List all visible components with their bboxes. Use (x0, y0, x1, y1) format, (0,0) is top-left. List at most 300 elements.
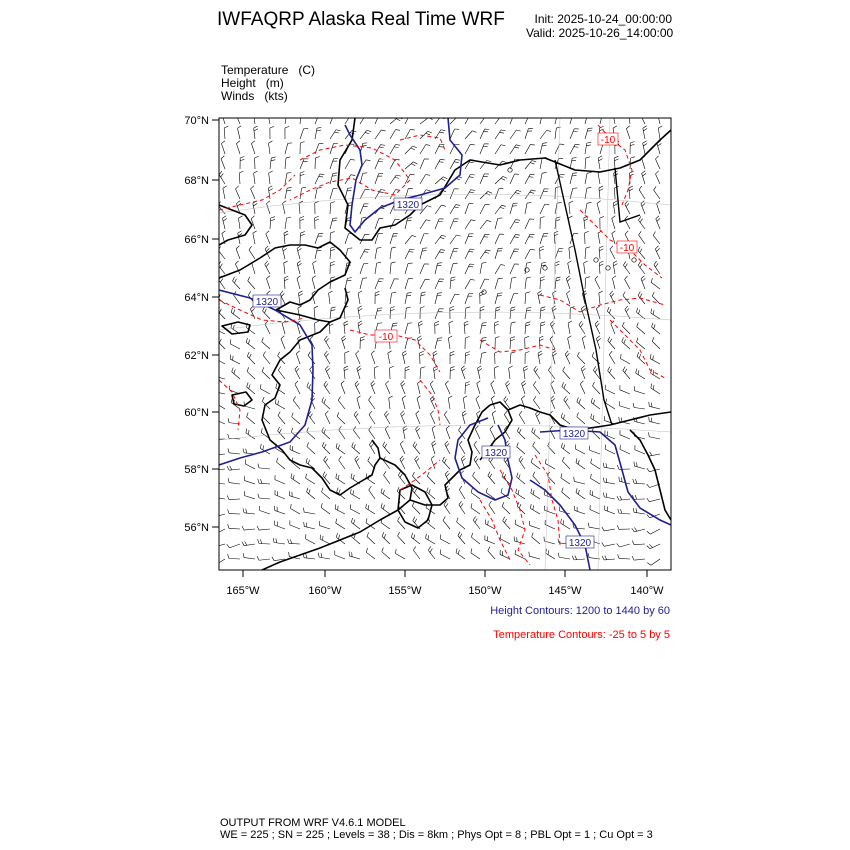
wind-barb-shaft (298, 308, 300, 319)
wind-barb-shaft (450, 129, 455, 139)
wind-barb-feather (247, 352, 249, 356)
wind-barb-feather (625, 369, 627, 373)
height-label-2 (253, 295, 281, 308)
wind-barb-feather (391, 307, 395, 308)
wind-barb-shaft (510, 308, 511, 319)
wind-barb-shaft (525, 308, 527, 319)
wind-barbs (212, 111, 662, 566)
wind-barb-feather (476, 396, 479, 399)
wind-barb-feather (629, 186, 633, 188)
wind-barb-shaft (435, 279, 439, 289)
wind-barb-shaft (290, 449, 300, 454)
wind-barb-shaft (562, 492, 570, 499)
wind-barb-feather (625, 201, 628, 204)
wind-barb-shaft (330, 114, 334, 124)
wind-barb-shaft (251, 189, 255, 199)
wind-barb-feather (415, 489, 417, 493)
wind-barb-shaft (534, 370, 540, 379)
wind-barb-shaft (591, 402, 600, 409)
wind-barb-feather (257, 556, 259, 560)
wind-barb-feather (440, 534, 441, 538)
wind-barb-shaft (540, 204, 545, 214)
wind-barb-feather (593, 366, 595, 370)
wind-barb-shaft (515, 554, 525, 559)
svg-text:1320: 1320 (562, 429, 586, 440)
wind-barb-feather (398, 532, 400, 536)
wind-barb-feather (465, 337, 469, 338)
wind-barb-shaft (525, 323, 526, 334)
wind-barb-shaft (398, 521, 405, 529)
wind-barb-feather (455, 159, 459, 160)
wind-barb-feather (425, 279, 429, 280)
wind-barb-shaft (405, 218, 408, 229)
wind-barb-feather (416, 458, 419, 461)
wind-barb-feather (527, 202, 531, 203)
wind-barb-shaft (596, 309, 600, 319)
wind-barb-feather (430, 549, 432, 553)
wind-barb-feather (561, 519, 562, 523)
wind-barb-feather (482, 262, 486, 263)
wind-barb-feather (526, 310, 530, 311)
wind-barb-feather (236, 111, 239, 114)
wind-barb-shaft (555, 218, 556, 229)
wind-barb-feather (278, 401, 279, 405)
wind-barb-feather (369, 396, 371, 400)
wind-barb-feather (265, 246, 268, 249)
wind-barb-feather (431, 456, 434, 459)
wind-barb-shaft (442, 461, 450, 469)
wind-barb-feather (236, 246, 239, 249)
wind-barb-feather (271, 217, 275, 218)
wind-barb-shaft (367, 536, 375, 544)
wind-barb-feather (643, 129, 647, 131)
wind-barb-feather (539, 354, 543, 356)
wind-barb-feather (469, 192, 473, 193)
wind-barb-shaft (489, 460, 495, 469)
wind-barb-shaft (591, 463, 600, 469)
wind-barb-shaft (275, 495, 285, 499)
lat-label-58: 58°N (184, 464, 209, 476)
wind-barb-shaft (236, 249, 240, 259)
wind-barb-shaft (525, 160, 532, 169)
wind-barb-feather (602, 115, 606, 116)
wind-barb-feather (638, 370, 639, 374)
wind-barb-feather (407, 295, 411, 296)
wind-barb-feather (342, 336, 346, 339)
wind-barb-feather (478, 368, 482, 371)
wind-barb-feather (531, 489, 532, 493)
wind-barb-feather (374, 366, 378, 368)
wind-barb-feather (658, 143, 662, 146)
wind-barb-feather (634, 528, 637, 532)
wind-barb-shaft (476, 399, 480, 409)
wind-barb-feather (614, 264, 618, 266)
wind-barb-shaft (623, 265, 630, 274)
wind-barb-shaft (355, 459, 360, 469)
wind-barb-shaft (613, 203, 615, 214)
wind-barb-feather (214, 387, 215, 391)
wind-barb-shaft (576, 463, 585, 469)
wind-barb-feather (599, 261, 603, 263)
wind-barb-feather (300, 216, 304, 218)
wind-barb-shaft (405, 114, 410, 124)
wind-barb-shaft (555, 113, 558, 124)
wind-barb-feather (263, 352, 265, 356)
wind-barb-shaft (623, 371, 630, 379)
wind-barb-shaft (655, 159, 660, 169)
wind-barb-feather (240, 159, 244, 161)
wind-barb-feather (560, 174, 564, 175)
wind-barb-shaft (585, 248, 586, 259)
wind-barb-feather (647, 514, 650, 517)
wind-barb-shaft (322, 432, 330, 439)
wind-barb-feather (580, 381, 583, 384)
wind-barb-shaft (525, 174, 530, 184)
wind-barb-shaft (450, 235, 456, 244)
wind-barb-feather (306, 523, 307, 527)
wind-barb-shaft (569, 248, 570, 259)
wind-barb-feather (525, 351, 529, 353)
wind-barb-feather (656, 216, 659, 219)
wind-barb-shaft (265, 264, 270, 274)
wind-barb-shaft (638, 295, 645, 304)
wind-barb-shaft (289, 543, 300, 544)
wind-barb-feather (386, 413, 389, 417)
wind-barb-shaft (315, 188, 317, 199)
wind-barb-feather (249, 384, 250, 388)
wind-barb-feather (233, 325, 234, 329)
wind-barb-shaft (540, 323, 541, 334)
wind-barb-feather (401, 381, 404, 384)
wind-barb-feather (228, 434, 229, 438)
wind-barb-feather (357, 366, 361, 369)
wind-barb-feather (647, 546, 650, 549)
wind-barb-feather (599, 264, 603, 266)
wind-barb-shaft (495, 115, 502, 124)
wind-barb-shaft (523, 368, 525, 379)
wind-barb-feather (442, 457, 444, 461)
wind-barb-feather (653, 385, 654, 389)
wind-barb-feather (239, 171, 243, 173)
wind-barb-feather (630, 142, 634, 143)
wind-barb-shaft (435, 144, 440, 154)
wind-barb-feather (353, 426, 355, 430)
wind-barb-feather (647, 563, 651, 566)
wind-barb-feather (260, 539, 261, 543)
wind-barb-shaft (585, 158, 586, 169)
wind-barb-feather (355, 456, 358, 459)
wind-barb-feather (651, 418, 652, 422)
wind-barb-feather (292, 413, 294, 417)
wind-barb-shaft (649, 421, 660, 424)
wind-barb-shaft (339, 460, 345, 469)
wind-barb-feather (629, 111, 633, 113)
wind-barb-feather (400, 456, 403, 459)
wind-barb-shaft (465, 249, 470, 259)
wind-barb-shaft (605, 510, 615, 514)
wind-barb-feather (326, 338, 329, 342)
wind-barb-shaft (430, 414, 435, 424)
wind-barb-feather (550, 426, 553, 429)
wind-barb-feather (324, 444, 326, 448)
wind-barb-feather (577, 397, 579, 401)
wind-barb-feather (471, 488, 472, 492)
wind-barb-shaft (247, 356, 255, 364)
wind-barb-feather (266, 263, 269, 266)
wind-barb-shaft (604, 559, 615, 560)
wind-barb-shaft (450, 249, 454, 259)
wind-barb-shaft (357, 368, 360, 379)
svg-text:-10: -10 (619, 243, 635, 254)
wind-barb-feather (591, 474, 592, 478)
wind-barb-feather (234, 279, 236, 283)
wind-barb-feather (377, 247, 381, 248)
wind-barb-feather (651, 384, 652, 388)
wind-barb-feather (470, 144, 474, 145)
wind-barb-feather (587, 187, 591, 188)
wind-barb-feather (245, 459, 246, 463)
wind-barb-feather (273, 538, 274, 542)
wind-barb-feather (390, 309, 394, 310)
wind-barb-shaft (355, 384, 360, 394)
wind-barb-shaft (353, 430, 360, 439)
wind-barb-shaft (510, 278, 512, 289)
wind-barb-feather (488, 191, 492, 193)
wind-barb-feather (310, 414, 312, 418)
wind-barb-feather (599, 189, 603, 191)
wind-barb-feather (418, 338, 422, 341)
wind-barb-feather (587, 172, 591, 173)
wind-barb-shaft (538, 353, 540, 364)
wind-barb-feather (368, 457, 370, 461)
wind-barb-feather (516, 489, 517, 493)
wind-barb-shaft (458, 536, 465, 544)
wind-barb-feather (485, 252, 489, 253)
wind-barb-feather (565, 351, 568, 354)
wind-barb-shaft (231, 312, 240, 319)
wind-barb-feather (650, 354, 651, 358)
wind-barb-feather (432, 426, 436, 429)
temp-label-3 (375, 330, 397, 343)
wind-barb-feather (329, 324, 333, 326)
wind-barb-feather (318, 553, 319, 557)
wind-barb-shaft (585, 188, 587, 199)
wind-barb-feather (568, 321, 572, 323)
wind-barb-feather (381, 488, 382, 492)
wind-barb-shaft (450, 159, 455, 169)
wind-barb-feather (501, 130, 505, 131)
wind-barb-shaft (502, 506, 510, 514)
wind-barb-feather (299, 294, 303, 296)
wind-barb-feather (446, 473, 449, 476)
wind-barb-shaft (614, 158, 615, 169)
wind-barb-shaft (297, 278, 300, 289)
wind-barb-feather (509, 366, 513, 368)
wind-barb-feather (623, 261, 625, 265)
wind-barb-shaft (490, 429, 495, 439)
wind-barb-feather (305, 534, 306, 538)
wind-barb-feather (541, 277, 545, 278)
wind-barb-shaft (592, 356, 600, 364)
wind-barb-shaft (465, 308, 466, 319)
wind-barb-shaft (570, 113, 573, 124)
height-label-3 (482, 446, 510, 459)
wind-barb-shaft (540, 113, 543, 124)
wind-barb-feather (342, 338, 346, 341)
wind-barb-feather (588, 523, 589, 527)
wind-barb-shaft (599, 263, 600, 274)
wind-barb-shaft (247, 417, 255, 424)
wind-barb-feather (415, 444, 417, 448)
wind-barb-feather (505, 399, 508, 403)
wind-barb-feather (563, 445, 564, 449)
wind-barb-shaft (450, 263, 453, 274)
field-name: Winds (221, 89, 255, 103)
wind-barb-shaft (390, 234, 393, 244)
wind-barb-feather (392, 292, 396, 293)
wind-barb-shaft (405, 235, 412, 244)
wind-barb-shaft (570, 173, 573, 184)
wind-barb-feather (369, 441, 372, 445)
svg-text:1320: 1320 (484, 448, 508, 459)
wind-barb-shaft (525, 293, 526, 304)
wind-barb-feather (448, 396, 452, 398)
wind-barb-shaft (304, 512, 315, 514)
wind-barb-shaft (375, 114, 379, 124)
wind-barb-feather (533, 442, 535, 446)
wind-barb-feather (350, 504, 351, 508)
wind-barb-feather (222, 111, 226, 114)
wind-barb-feather (496, 307, 500, 308)
wind-barb-feather (639, 231, 641, 235)
wind-barb-feather (471, 548, 472, 552)
wind-barb-shaft (540, 143, 543, 154)
wind-barb-shaft (234, 295, 240, 304)
wind-barb-feather (433, 354, 437, 356)
wind-barb-feather (418, 336, 422, 339)
wind-barb-shaft (247, 387, 255, 394)
wind-barb-feather (444, 411, 447, 415)
wind-barb-shaft (475, 429, 480, 439)
wind-barb-feather (486, 250, 490, 251)
wind-barb-shaft (465, 144, 470, 154)
wind-barb-feather (579, 321, 582, 325)
wind-barb-feather (439, 162, 443, 163)
wind-barb-shaft (600, 113, 603, 124)
wind-barb-feather (464, 321, 468, 323)
wind-barb-shaft (620, 449, 630, 454)
wind-barb-shaft (400, 459, 405, 469)
wind-barb-feather (595, 369, 597, 373)
wind-barb-shaft (637, 342, 645, 349)
wind-barb-feather (533, 505, 534, 509)
wind-barb-shaft (450, 189, 454, 199)
wind-barb-shaft (450, 294, 455, 304)
wind-barb-feather (637, 323, 639, 327)
wind-barb-shaft (300, 113, 301, 124)
wind-barb-shaft (293, 400, 300, 409)
wind-barb-feather (421, 295, 425, 296)
wind-barb-feather (446, 443, 449, 446)
wind-barb-feather (331, 247, 335, 248)
wind-barb-feather (635, 495, 637, 499)
wind-barb-shaft (495, 308, 496, 319)
wind-barb-shaft (585, 203, 587, 214)
wind-barb-feather (262, 338, 264, 342)
wind-barb-feather (269, 189, 273, 191)
wind-barb-feather (445, 471, 448, 474)
wind-barb-feather (444, 459, 446, 463)
wind-barb-feather (243, 553, 244, 557)
wind-barb-shaft (215, 420, 225, 424)
wind-barb-shaft (276, 462, 285, 469)
wind-barb-feather (653, 370, 654, 374)
wind-barb-feather (398, 517, 400, 521)
wind-barb-feather (541, 310, 545, 311)
wind-barb-shaft (238, 218, 240, 229)
wind-barb-feather (351, 518, 352, 522)
wind-barb-shaft (383, 446, 390, 454)
wind-barb-shaft (598, 173, 600, 184)
wind-barb-feather (322, 488, 323, 492)
wind-barb-feather (657, 111, 661, 114)
wind-barb-shaft (445, 444, 450, 454)
wind-barb-shaft (604, 497, 615, 499)
wind-barb-shaft (519, 415, 525, 424)
wind-barb-shaft (495, 278, 498, 289)
wind-barb-feather (212, 513, 215, 517)
wind-barb-feather (324, 336, 327, 340)
wind-barb-shaft (375, 159, 379, 169)
wind-barb-feather (438, 338, 442, 339)
wind-barb-shaft (652, 341, 660, 349)
wind-barb-feather (401, 411, 404, 414)
wind-barb-feather (356, 458, 359, 461)
wind-barb-feather (596, 336, 599, 339)
wind-barb-shaft (307, 492, 315, 499)
wind-barb-feather (519, 456, 522, 460)
wind-barb-shaft (336, 478, 345, 484)
wind-barb-feather (385, 444, 387, 448)
wind-barb-shaft (330, 203, 331, 214)
wind-barb-feather (519, 474, 520, 478)
wind-barb-feather (580, 323, 583, 327)
wind-barb-shaft (531, 462, 540, 469)
wind-barb-feather (288, 539, 289, 543)
wind-barb-feather (338, 396, 340, 400)
wind-barb-feather (650, 452, 652, 456)
wind-barb-feather (597, 201, 601, 204)
wind-barb-shaft (247, 371, 255, 379)
wind-barb-feather (382, 532, 384, 536)
wind-barb-feather (276, 538, 277, 542)
wind-barb-feather (279, 429, 281, 433)
wind-barb-feather (228, 478, 229, 482)
wind-barb-shaft (577, 356, 585, 364)
wind-barb-feather (539, 339, 543, 341)
wind-barb-shaft (402, 398, 405, 409)
wind-barb-shaft (350, 493, 360, 499)
wind-barb-feather (636, 369, 637, 373)
wind-barb-shaft (464, 323, 465, 334)
wind-barb-feather (511, 307, 515, 308)
wind-barb-feather (301, 115, 305, 116)
wind-barb-shaft (330, 248, 331, 259)
wind-barb-shaft (248, 281, 255, 289)
wind-barb-feather (366, 504, 367, 508)
wind-barb-shaft (465, 131, 472, 139)
wind-barb-feather (243, 448, 244, 452)
